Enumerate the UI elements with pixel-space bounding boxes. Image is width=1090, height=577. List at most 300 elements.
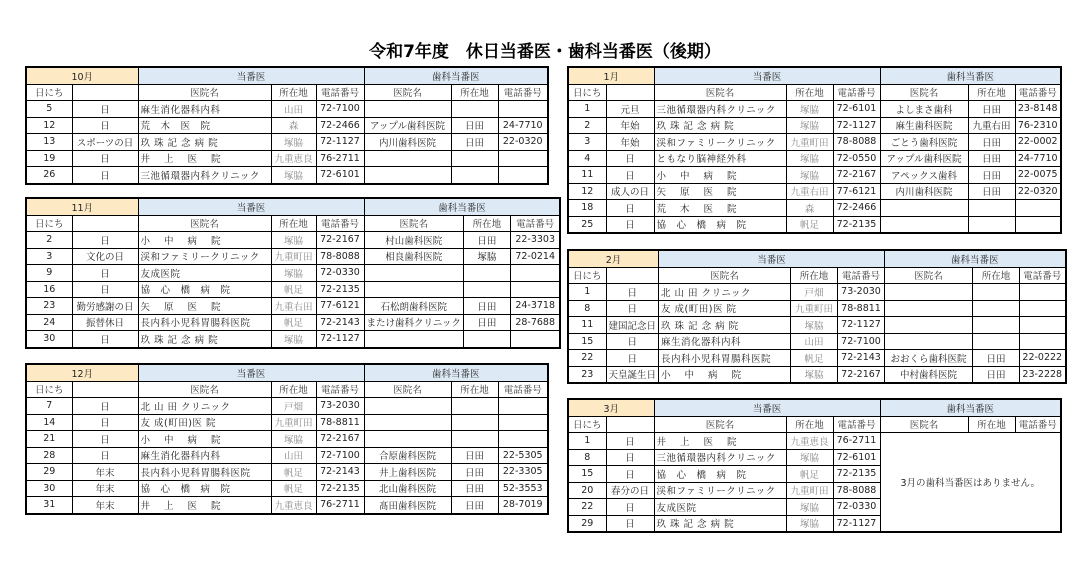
location-column-header: 所在地 xyxy=(786,84,833,101)
schedule-table-1 xyxy=(25,66,549,185)
dental-location-column-header: 所在地 xyxy=(968,84,1015,101)
date: 13 xyxy=(26,134,72,151)
holiday: 日 xyxy=(606,200,654,217)
dental-clinic-name xyxy=(885,333,973,350)
date: 23 xyxy=(568,366,606,383)
dental-clinic-name xyxy=(885,317,973,334)
table-row xyxy=(26,150,548,167)
date: 12 xyxy=(568,183,606,200)
location: 塚脇 xyxy=(271,232,316,249)
dental-phone xyxy=(1020,333,1066,350)
holiday: 日 xyxy=(606,300,659,317)
phone: 73-2030 xyxy=(838,284,885,301)
dental-location xyxy=(968,200,1015,217)
medical-section-header: 当番医 xyxy=(654,399,880,416)
date: 15 xyxy=(568,466,606,483)
location: 塚脇 xyxy=(271,167,316,184)
dental-clinic-name: おおくら歯科医院 xyxy=(885,350,973,367)
clinic-name: 渓和ファミリークリニック xyxy=(138,248,271,265)
location: 塚脇 xyxy=(786,167,833,184)
phone: 78-8811 xyxy=(838,300,885,317)
table-row xyxy=(568,366,1066,383)
month-label: 1月 xyxy=(568,67,654,84)
phone: 72-1127 xyxy=(833,515,880,532)
dental-location: 日田 xyxy=(968,183,1015,200)
dental-location xyxy=(451,167,498,184)
phone: 72-2167 xyxy=(316,431,364,448)
location: 帆足 xyxy=(271,314,316,331)
table-row xyxy=(568,101,1061,118)
phone: 77-6121 xyxy=(316,298,364,315)
clinic-name: 荒 木 医 院 xyxy=(138,117,271,134)
location: 九重恵良 xyxy=(271,497,316,514)
holiday: 振替休日 xyxy=(72,314,138,331)
dental-phone: 52-3553 xyxy=(498,480,548,497)
dental-phone: 72-0214 xyxy=(510,248,560,265)
holiday: 年末 xyxy=(72,480,138,497)
phone: 72-2167 xyxy=(838,366,885,383)
clinic-name: 北 山 田 クリニック xyxy=(138,398,271,415)
dental-phone xyxy=(498,150,548,167)
clinic-name: 長内科小児科胃腸科医院 xyxy=(138,314,271,331)
holiday: 日 xyxy=(606,350,659,367)
date: 2 xyxy=(568,117,606,134)
holiday: 日 xyxy=(606,466,654,483)
clinic-column-header: 医院名 xyxy=(654,416,786,433)
location: 塚脇 xyxy=(271,265,316,282)
phone: 72-6101 xyxy=(833,101,880,118)
date: 25 xyxy=(568,216,606,233)
clinic-name: 荒 木 医 院 xyxy=(654,200,786,217)
dental-phone xyxy=(498,101,548,118)
dental-clinic-column-header: 医院名 xyxy=(880,84,968,101)
holiday: 年始 xyxy=(606,117,654,134)
holiday: 成人の日 xyxy=(606,183,654,200)
dental-clinic-name: 石松朗歯科医院 xyxy=(364,298,463,315)
date-column-header: 日にち xyxy=(568,267,606,284)
date: 30 xyxy=(26,480,72,497)
month-label: 3月 xyxy=(568,399,654,416)
clinic-column-header: 医院名 xyxy=(138,84,271,101)
dental-section-header: 歯科当番医 xyxy=(364,67,548,84)
table-row xyxy=(568,167,1061,184)
phone: 72-7100 xyxy=(316,447,364,464)
dental-location: 日田 xyxy=(973,350,1020,367)
dental-phone: 24-7710 xyxy=(1015,150,1061,167)
dental-phone: 28-7019 xyxy=(498,497,548,514)
location: 帆足 xyxy=(271,464,316,481)
clinic-name: 北 山 田 クリニック xyxy=(659,284,791,301)
table-row xyxy=(26,117,548,134)
table-row xyxy=(26,431,548,448)
month-label: 11月 xyxy=(26,198,138,215)
holiday: 年末 xyxy=(72,497,138,514)
phone: 72-0550 xyxy=(833,150,880,167)
dental-clinic-name xyxy=(364,265,463,282)
dental-phone xyxy=(1015,216,1061,233)
month-label: 12月 xyxy=(26,364,138,381)
phone: 72-2143 xyxy=(316,314,364,331)
dental-phone: 22-5305 xyxy=(498,447,548,464)
table-row xyxy=(26,101,548,118)
date: 4 xyxy=(568,150,606,167)
location: 山田 xyxy=(271,447,316,464)
clinic-column-header: 医院名 xyxy=(138,215,271,232)
location-column-header: 所在地 xyxy=(786,416,833,433)
table-row xyxy=(26,480,548,497)
dental-phone: 22-0320 xyxy=(1015,183,1061,200)
dental-phone-column-header: 電話番号 xyxy=(510,215,560,232)
dental-phone: 22-0002 xyxy=(1015,134,1061,151)
dental-clinic-name: よしまさ歯科 xyxy=(880,101,968,118)
phone: 72-7100 xyxy=(838,333,885,350)
dental-clinic-name xyxy=(364,431,451,448)
location: 九重町田 xyxy=(786,482,833,499)
dental-clinic-name: 合原歯科医院 xyxy=(364,447,451,464)
holiday: 元旦 xyxy=(606,101,654,118)
table-row xyxy=(568,317,1066,334)
table-row xyxy=(568,150,1061,167)
location: 九重町田 xyxy=(791,300,838,317)
dental-location: 日田 xyxy=(973,366,1020,383)
clinic-name: 玖 珠 記 念 病 院 xyxy=(659,317,791,334)
location-column-header: 所在地 xyxy=(271,381,316,398)
date: 26 xyxy=(26,167,72,184)
dental-location: 日田 xyxy=(451,134,498,151)
table-row xyxy=(568,333,1066,350)
schedule-table-6 xyxy=(567,398,1062,533)
date: 1 xyxy=(568,433,606,450)
clinic-name: 協 心 橋 病 院 xyxy=(654,216,786,233)
holiday-column-header xyxy=(606,84,654,101)
table-row xyxy=(26,298,560,315)
phone: 76-2711 xyxy=(833,433,880,450)
clinic-name: 渓和ファミリークリニック xyxy=(654,134,786,151)
dental-phone: 24-7710 xyxy=(498,117,548,134)
holiday: 建国記念日 xyxy=(606,317,659,334)
dental-clinic-name: 内川歯科医院 xyxy=(880,183,968,200)
dental-clinic-name: アップル歯科医院 xyxy=(880,150,968,167)
schedule-table-5 xyxy=(567,249,1067,384)
location: 塚脇 xyxy=(786,515,833,532)
date: 11 xyxy=(568,167,606,184)
location: 九重町田 xyxy=(271,414,316,431)
date: 29 xyxy=(26,464,72,481)
clinic-name: 三池循環器内科クリニック xyxy=(138,167,271,184)
dental-location: 日田 xyxy=(463,298,510,315)
holiday: 日 xyxy=(72,167,138,184)
medical-section-header: 当番医 xyxy=(654,67,880,84)
holiday: 日 xyxy=(606,433,654,450)
table-row xyxy=(26,414,548,431)
clinic-name: 協 心 橋 病 院 xyxy=(138,480,271,497)
date: 1 xyxy=(568,101,606,118)
dental-location: 日田 xyxy=(451,117,498,134)
dental-clinic-column-header: 医院名 xyxy=(364,84,451,101)
dental-location: 日田 xyxy=(451,497,498,514)
clinic-column-header: 医院名 xyxy=(654,84,786,101)
table-row xyxy=(26,447,548,464)
phone: 72-0330 xyxy=(833,499,880,516)
holiday: 日 xyxy=(606,167,654,184)
holiday: 日 xyxy=(72,265,138,282)
table-row xyxy=(26,314,560,331)
dental-clinic-column-header: 医院名 xyxy=(885,267,973,284)
dental-section-header: 歯科当番医 xyxy=(364,198,560,215)
holiday: 文化の日 xyxy=(72,248,138,265)
dental-phone-column-header: 電話番号 xyxy=(498,381,548,398)
dental-clinic-name: アップル歯科医院 xyxy=(364,117,451,134)
dental-section-header: 歯科当番医 xyxy=(885,250,1066,267)
clinic-name: 渓和ファミリークリニック xyxy=(654,482,786,499)
schedule-table-4 xyxy=(567,66,1062,234)
location: 帆足 xyxy=(271,480,316,497)
date: 20 xyxy=(568,482,606,499)
table-row xyxy=(26,497,548,514)
date: 5 xyxy=(26,101,72,118)
location: 九重町田 xyxy=(786,134,833,151)
location: 山田 xyxy=(271,101,316,118)
dental-location xyxy=(463,281,510,298)
date-column-header: 日にち xyxy=(26,381,72,398)
clinic-name: 友成医院 xyxy=(138,265,271,282)
dental-location xyxy=(973,317,1020,334)
table-row xyxy=(26,331,560,348)
location: 九重町田 xyxy=(271,248,316,265)
clinic-name: 友 成(町田)医 院 xyxy=(659,300,791,317)
clinic-name: 協 心 橋 病 院 xyxy=(138,281,271,298)
holiday: 春分の日 xyxy=(606,482,654,499)
holiday: 日 xyxy=(606,515,654,532)
date: 3 xyxy=(26,248,72,265)
clinic-name: 玖 珠 記 念 病 院 xyxy=(138,134,271,151)
phone-column-header: 電話番号 xyxy=(316,84,364,101)
location: 塚脇 xyxy=(271,331,316,348)
dental-location: 日田 xyxy=(451,480,498,497)
location: 九重恵良 xyxy=(271,150,316,167)
date: 9 xyxy=(26,265,72,282)
dental-location: 日田 xyxy=(968,134,1015,151)
holiday: 日 xyxy=(606,499,654,516)
clinic-name: 三池循環器内科クリニック xyxy=(654,449,786,466)
dental-clinic-name: ごとう歯科医院 xyxy=(880,134,968,151)
dental-location xyxy=(463,331,510,348)
clinic-name: 麻生消化器科内科 xyxy=(659,333,791,350)
dental-clinic-name xyxy=(364,167,451,184)
clinic-name: 井 上 医 院 xyxy=(138,150,271,167)
dental-location: 日田 xyxy=(463,314,510,331)
phone: 72-7100 xyxy=(316,101,364,118)
holiday-column-header xyxy=(606,416,654,433)
phone: 72-1127 xyxy=(316,134,364,151)
dental-phone xyxy=(498,398,548,415)
dental-phone: 23-2228 xyxy=(1020,366,1066,383)
clinic-name: 協 心 橋 病 院 xyxy=(654,466,786,483)
holiday-column-header xyxy=(72,381,138,398)
clinic-name: 小 中 病 院 xyxy=(659,366,791,383)
dental-phone: 24-3718 xyxy=(510,298,560,315)
dental-clinic-column-header: 医院名 xyxy=(364,381,451,398)
holiday: 日 xyxy=(72,281,138,298)
holiday: 日 xyxy=(72,331,138,348)
clinic-name: 長内科小児科胃腸科医院 xyxy=(659,350,791,367)
medical-section-header: 当番医 xyxy=(138,198,364,215)
holiday-column-header xyxy=(72,215,138,232)
dental-location-column-header: 所在地 xyxy=(973,267,1020,284)
phone: 72-2466 xyxy=(316,117,364,134)
clinic-name: 井 上 医 院 xyxy=(654,433,786,450)
date: 12 xyxy=(26,117,72,134)
location: 九重恵良 xyxy=(786,433,833,450)
location-column-header: 所在地 xyxy=(271,215,316,232)
dental-clinic-name: 麻生歯科医院 xyxy=(880,117,968,134)
phone: 72-1127 xyxy=(838,317,885,334)
dental-phone: 22-3303 xyxy=(510,232,560,249)
location: 戸畑 xyxy=(791,284,838,301)
date-column-header: 日にち xyxy=(26,215,72,232)
table-row xyxy=(26,265,560,282)
no-dental-message: 3月の歯科当番医はありません。 xyxy=(880,433,1061,533)
clinic-name: 長内科小児科胃腸科医院 xyxy=(138,464,271,481)
date-column-header: 日にち xyxy=(568,84,606,101)
dental-clinic-name: 相良歯科医院 xyxy=(364,248,463,265)
clinic-name: 小 中 病 院 xyxy=(138,232,271,249)
table-row xyxy=(568,216,1061,233)
dental-phone: 22-3305 xyxy=(498,464,548,481)
holiday: 日 xyxy=(606,216,654,233)
phone: 73-2030 xyxy=(316,398,364,415)
phone: 72-0330 xyxy=(316,265,364,282)
dental-location xyxy=(463,265,510,282)
clinic-name: 玖 珠 記 念 病 院 xyxy=(654,117,786,134)
phone-column-header: 電話番号 xyxy=(316,215,364,232)
dental-section-header: 歯科当番医 xyxy=(880,67,1061,84)
dental-phone xyxy=(498,431,548,448)
dental-clinic-name xyxy=(364,101,451,118)
schedule-table-2 xyxy=(25,197,561,349)
phone-column-header: 電話番号 xyxy=(838,267,885,284)
dental-phone: 76-2310 xyxy=(1015,117,1061,134)
table-row xyxy=(568,350,1066,367)
date: 3 xyxy=(568,134,606,151)
dental-location: 日田 xyxy=(463,232,510,249)
phone: 77-6121 xyxy=(833,183,880,200)
clinic-column-header: 医院名 xyxy=(659,267,791,284)
phone: 72-2143 xyxy=(838,350,885,367)
clinic-name: ともなり脳神経外科 xyxy=(654,150,786,167)
date: 19 xyxy=(26,150,72,167)
medical-section-header: 当番医 xyxy=(659,250,885,267)
phone: 78-8088 xyxy=(833,134,880,151)
holiday: 日 xyxy=(72,398,138,415)
dental-clinic-name: アペックス歯科 xyxy=(880,167,968,184)
month-label: 2月 xyxy=(568,250,659,267)
phone: 72-2135 xyxy=(833,466,880,483)
table-row xyxy=(568,284,1066,301)
clinic-name: 玖 珠 記 念 病 院 xyxy=(138,331,271,348)
dental-phone xyxy=(1020,300,1066,317)
date: 21 xyxy=(26,431,72,448)
table-row xyxy=(26,464,548,481)
phone-column-header: 電話番号 xyxy=(833,84,880,101)
location: 山田 xyxy=(791,333,838,350)
date: 11 xyxy=(568,317,606,334)
dental-phone xyxy=(510,281,560,298)
holiday: 日 xyxy=(72,150,138,167)
dental-location xyxy=(451,398,498,415)
location: 塚脇 xyxy=(786,117,833,134)
table-row xyxy=(568,183,1061,200)
date-column-header: 日にち xyxy=(26,84,72,101)
phone: 72-2135 xyxy=(316,281,364,298)
date: 18 xyxy=(568,200,606,217)
dental-phone-column-header: 電話番号 xyxy=(1015,84,1061,101)
clinic-name: 小 中 病 院 xyxy=(654,167,786,184)
holiday: 日 xyxy=(606,333,659,350)
phone: 72-1127 xyxy=(316,331,364,348)
phone: 72-2167 xyxy=(316,232,364,249)
dental-clinic-name xyxy=(364,281,463,298)
dental-phone: 22-0075 xyxy=(1015,167,1061,184)
dental-clinic-name xyxy=(880,216,968,233)
holiday: 勤労感謝の日 xyxy=(72,298,138,315)
dental-location-column-header: 所在地 xyxy=(463,215,510,232)
table-row xyxy=(26,248,560,265)
dental-clinic-name xyxy=(364,331,463,348)
date: 29 xyxy=(568,515,606,532)
dental-location xyxy=(451,150,498,167)
holiday: 日 xyxy=(72,232,138,249)
location-column-header: 所在地 xyxy=(271,84,316,101)
dental-location xyxy=(451,414,498,431)
date: 22 xyxy=(568,350,606,367)
clinic-name: 井 上 医 院 xyxy=(138,497,271,514)
dental-phone-column-header: 電話番号 xyxy=(1020,267,1066,284)
location: 塚脇 xyxy=(271,431,316,448)
location: 塚脇 xyxy=(791,366,838,383)
table-row xyxy=(26,167,548,184)
clinic-name: 玖 珠 記 念 病 院 xyxy=(654,515,786,532)
dental-phone xyxy=(498,167,548,184)
phone: 72-2466 xyxy=(833,200,880,217)
dental-location xyxy=(451,101,498,118)
holiday: 日 xyxy=(72,414,138,431)
table-row xyxy=(568,117,1061,134)
dental-clinic-name xyxy=(364,414,451,431)
clinic-name: 三池循環器内科クリニック xyxy=(654,101,786,118)
date: 14 xyxy=(26,414,72,431)
holiday: 日 xyxy=(72,431,138,448)
dental-phone xyxy=(1015,200,1061,217)
location: 帆足 xyxy=(786,216,833,233)
dental-location-column-header: 所在地 xyxy=(451,84,498,101)
location-column-header: 所在地 xyxy=(791,267,838,284)
holiday-column-header xyxy=(72,84,138,101)
dental-section-header: 歯科当番医 xyxy=(364,364,548,381)
phone: 72-2135 xyxy=(833,216,880,233)
dental-location xyxy=(451,431,498,448)
dental-location: 塚脇 xyxy=(463,248,510,265)
dental-location: 日田 xyxy=(968,101,1015,118)
dental-location-column-header: 所在地 xyxy=(968,416,1015,433)
location: 塚脇 xyxy=(791,317,838,334)
dental-location: 日田 xyxy=(451,464,498,481)
date-column-header: 日にち xyxy=(568,416,606,433)
dental-phone: 22-0320 xyxy=(498,134,548,151)
clinic-name: 友 成(町田)医 院 xyxy=(138,414,271,431)
location: 帆足 xyxy=(786,466,833,483)
date: 8 xyxy=(568,300,606,317)
